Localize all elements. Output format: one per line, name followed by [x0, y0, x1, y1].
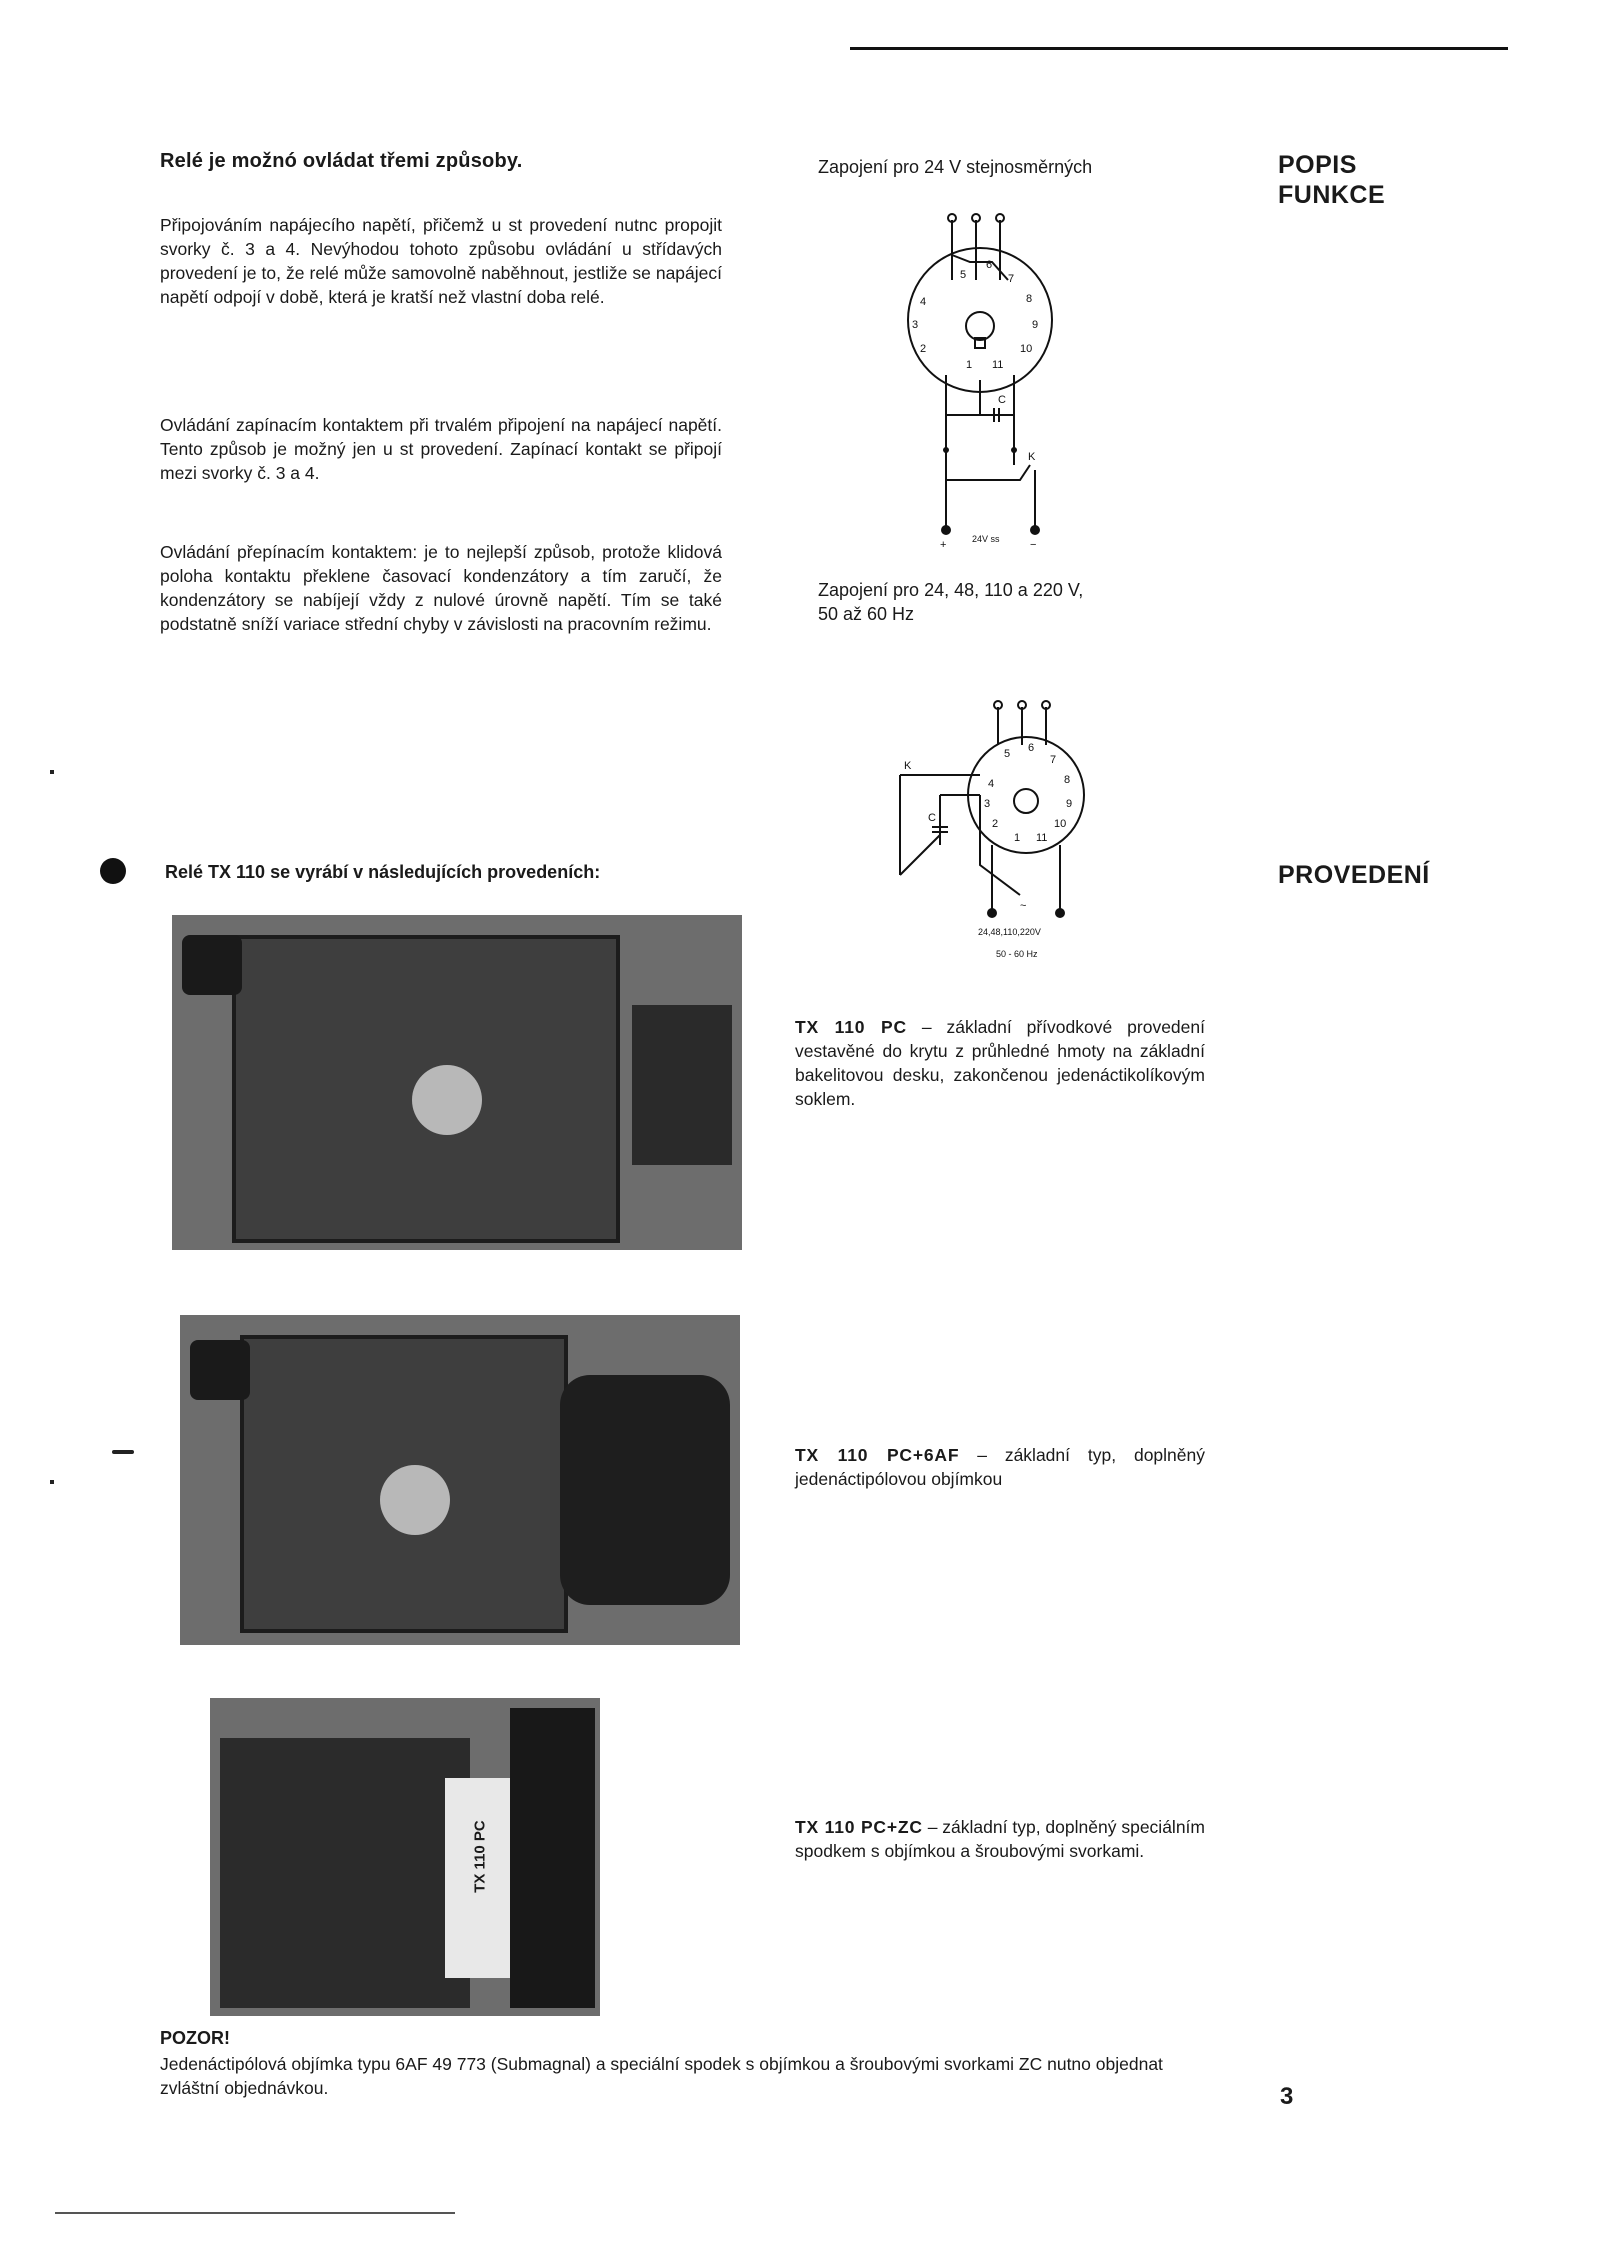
diagram2-wiring: [880, 695, 1120, 975]
heading-popis: POPIS: [1278, 151, 1357, 179]
d1-pin-5: 5: [960, 269, 967, 281]
bullet-mark: [100, 858, 126, 884]
d1-pin-7: 7: [1008, 273, 1015, 285]
d2-pin-7: 7: [1050, 754, 1057, 766]
d1-c-label: C: [998, 394, 1006, 406]
variant-pc-zc-text: – základní typ, doplněný speciálním spodkem s objímkou a šroubovými svorkami.: [795, 1817, 1205, 1861]
d1-minus: −: [1030, 539, 1037, 550]
d2-pin-9: 9: [1066, 798, 1073, 810]
variant-pc-6af: [795, 1443, 1205, 1491]
d2-pin-4: 4: [988, 778, 995, 790]
d2-pin-5: 5: [1004, 748, 1011, 760]
d1-pin-1: 4: [920, 296, 927, 308]
d2-voltage-label: 24,48,110,220V: [978, 927, 1041, 937]
scan-mark: [112, 1450, 134, 1454]
d1-pin-11: 11: [992, 359, 1004, 371]
d1-plus: +: [940, 539, 947, 550]
d1-pin-2: 2: [920, 343, 927, 355]
diagram2-caption: [818, 578, 1238, 626]
note-text: Jedenáctipólová objímka typu 6AF 49 773 (Submagnal) a speciální spodek s objímkou a šroubovými svorkami ZC nutno objednat zvláštní objednávkou.: [160, 2054, 1163, 2098]
variants-intro: Relé TX 110 se vyrábí v následujících provedeních:: [165, 862, 601, 882]
d1-pin-1b: 1: [966, 359, 973, 371]
d1-k-label: K: [1028, 451, 1036, 463]
d2-pin-1: 1: [1014, 832, 1021, 844]
diagram1-wiring: [880, 200, 1110, 550]
diagram2-caption-line1: Zapojení pro 24, 48, 110 a 220 V,: [818, 580, 1084, 600]
photo2-socket: [560, 1375, 730, 1605]
d2-pin-11: 11: [1036, 832, 1048, 844]
photo2-component: [380, 1465, 450, 1535]
d2-pin-6: 6: [1028, 742, 1035, 754]
page-number: 3: [1280, 2083, 1294, 2110]
variant-pc-zc: [795, 1815, 1205, 1863]
d2-pin-8: 8: [1064, 774, 1071, 786]
d2-pin-2: 2: [992, 818, 999, 830]
variant-pc: [795, 1015, 1205, 1111]
d1-pin-8: 8: [1026, 293, 1033, 305]
photo1-socket: [632, 1005, 732, 1165]
photo1-knob: [182, 935, 242, 995]
photo1-component: [412, 1065, 482, 1135]
variant-pc-name: TX 110 PC: [795, 1017, 907, 1037]
diagram2-caption-line2: 50 až 60 Hz: [818, 604, 915, 624]
relay-photo-pc: [172, 915, 742, 1250]
photo2-knob: [190, 1340, 250, 1400]
d2-freq-label: 50 - 60 Hz: [996, 949, 1038, 959]
top-rule: [850, 47, 1508, 50]
variant-pc-6af-text: – základní typ, doplněný jedenáctipólovou objímkou: [795, 1445, 1205, 1489]
photo3-body: [220, 1738, 470, 2008]
scan-dot-1: [50, 770, 54, 774]
d1-pin-3: 3: [912, 319, 919, 331]
intro-title: Relé je možnó ovládat třemi způsoby.: [160, 150, 523, 172]
d2-pin-10: 10: [1054, 818, 1067, 830]
variant-pc-text: – základní přívodkové provedení vestavěné do krytu z průhledné hmoty na základní bakelitovou desku, zakončenou jedenáctikolíkovým soklem.: [795, 1017, 1205, 1109]
heading-provedeni: PROVEDENÍ: [1278, 861, 1430, 889]
note-title: POZOR!: [160, 2028, 230, 2048]
relay-photo-pc-zc: [210, 1698, 600, 2016]
d1-pin-10: 10: [1020, 343, 1033, 355]
d2-pin-3: 3: [984, 798, 991, 810]
intro-paragraph-2: Ovládání zapínacím kontaktem při trvalém připojení na napájecí napětí. Tento způsob je možný jen u st provedení. Zapínací kontakt se připojí mezi svorky č. 3 a 4.: [160, 415, 722, 483]
variant-pc-6af-name: TX 110 PC+6AF: [795, 1445, 960, 1465]
variant-pc-zc-name: TX 110 PC+ZC: [795, 1817, 923, 1837]
heading-popis-funkce: [1278, 150, 1385, 210]
heading-funkce: FUNKCE: [1278, 181, 1386, 209]
d1-voltage-label: 24V ss: [972, 534, 1000, 544]
d2-k-label: K: [904, 760, 912, 772]
d1-pin-9: 9: [1032, 319, 1039, 331]
intro-paragraph-1: Připojováním napájecího napětí, přičemž u st provedení nutnc propojit svorky č. 3 a 4. Nevýhodou tohoto způsobu ovládání u střídavých provedení je to, že relé může samovolně naběhnout, jestliže se napájecí napětí odpojí v době, která je kratší než vlastní doba relé.: [160, 215, 722, 307]
intro-paragraph-3: Ovládání přepínacím kontaktem: je to nejlepší způsob, protože klidová poloha kontaktu překlene časovací kondenzátory a tím zaručí, že kondenzátory se nabíjejí vždy z nulové úrovně napětí. Tím se také podstatně sníží variace střední chyby v závislosti na pracovním režimu.: [160, 542, 722, 634]
photo3-base: [510, 1708, 595, 2008]
d1-pin-6: 6: [986, 259, 993, 271]
photo3-label: TX 110 PC: [471, 1820, 489, 1893]
d2-c-label: C: [928, 812, 936, 824]
d2-ac-symbol: ~: [1020, 900, 1027, 912]
bottom-rule: [55, 2212, 455, 2214]
diagram1-caption: Zapojení pro 24 V stejnosměrných: [818, 157, 1093, 177]
relay-photo-pc-6af: [180, 1315, 740, 1645]
scan-dot-2: [50, 1480, 54, 1484]
